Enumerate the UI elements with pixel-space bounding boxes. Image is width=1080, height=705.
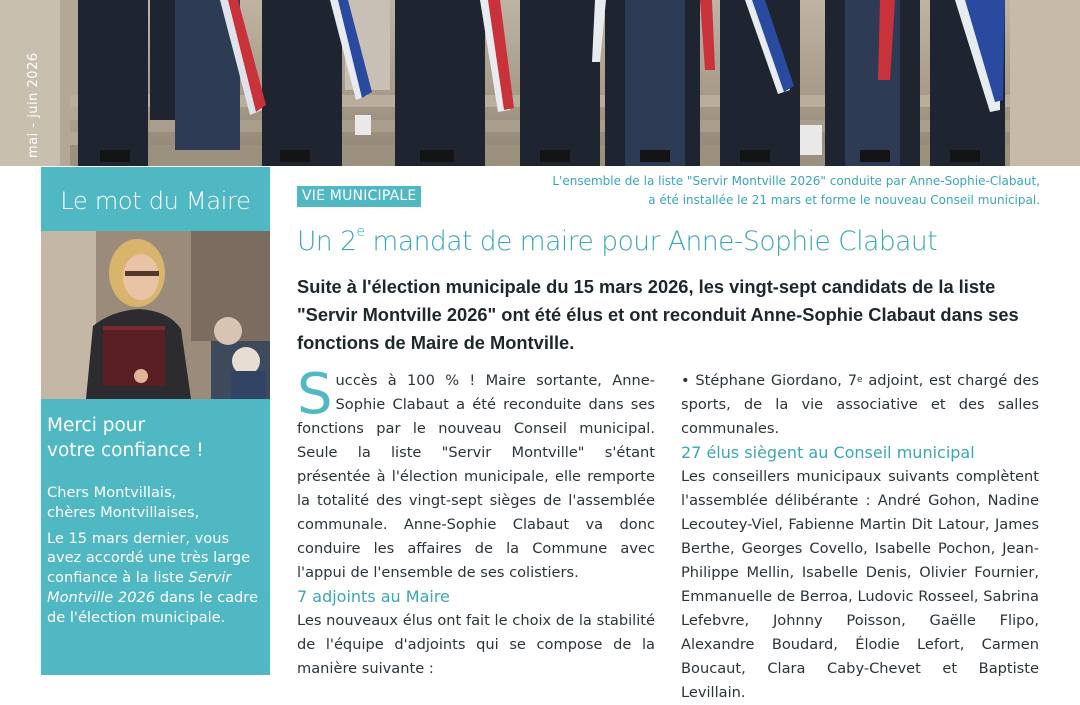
letter-list-name: Servir Montville 2026 [47,569,232,606]
bullet-text: • Stéphane Giordano, 7 [681,372,858,389]
mayor-portrait [41,231,270,399]
thanks-heading [47,413,267,463]
issue-date-text: mai - juin 2026 [26,52,41,158]
letter-paragraph [47,529,267,628]
group-photo [0,0,1080,166]
councillors-paragraph: Les conseillers municipaux suivants complètent l'assemblée délibérante : André Gohon, Nadine Lecoutey-Viel, Fabienne Martin Dit Latour, James Berthe, Georges Covello, Isabelle Pochon, Jean-Philippe Mellin, Isabelle Denis, Olivier Fournier, Emmanuelle de Berroa, Ludovic Rosseel, Sabrina Lefebvre, Johnny Poisson, Gaëlle Flipo, Alexandre Boudard, Élodie Lefort, Carmen Boucaut, Clara Caby-Chevet et Baptiste Levillain. [681,468,1039,701]
intro-text: uccès à 100 % ! Maire sortante, Anne-Sophie Clabaut a été reconduite dans ses fonctions par le nouveau Conseil municipal. Seule la liste "Servir Montville" s'étant présentée à l'élection municipale, elle remporte la totalité des vingt-sept sièges de l'assemblée communale. Anne-Sophie Clabaut va donc conduire les affaires de la Commune avec l'appui de l'ensemble de ses colistiers. [297,372,655,581]
subhead-adjoints: 7 adjoints au Maire [297,587,450,606]
drop-cap: S [297,362,333,427]
article-headline [297,226,1057,257]
thanks-line-2: votre confiance ! [47,440,204,461]
article-column-2 [681,369,1039,705]
thanks-line-1: Merci pour [47,415,146,436]
sidebar-title: Le mot du Maire [60,187,251,215]
mayor-word-sidebar [41,167,270,675]
issue-date [26,38,46,158]
headline-text-end: mandat de maire pour Anne-Sophie Clabaut [364,226,938,257]
article-lead: Suite à l'élection municipale du 15 mars 2026, les vingt-sept candidats de la liste "Servir Montville 2026" ont été élus et ont reconduit Anne-Sophie Clabaut dans ses fonctions de Maire de Montville. [297,276,1019,353]
subhead-conseil: 27 élus siègent au Conseil municipal [681,443,975,462]
greeting-line-2: chères Montvillaises, [47,503,200,521]
caption-line-1: L'ensemble de la liste "Servir Montville 2026" conduite par Anne-Sophie-Clabaut, [552,174,1040,188]
bullet-ordinal: e [857,375,863,385]
bullet-text-end: adjoint, est chargé des sports, de la vie associative et des salles communales. [681,372,1039,437]
letter-greeting [47,483,267,523]
photo-caption [480,172,1040,210]
letter-text: Le 15 mars dernier, vous avez accordé une très large confiance à la liste [47,529,251,587]
intro-paragraph [297,362,655,585]
section-rubric: VIE MUNICIPALE [297,186,421,207]
letter-text-end: dans le cadre de l'élection municipale. [47,588,258,626]
headline-ordinal: e [356,224,365,240]
headline-text: Un 2 [297,226,357,257]
adjoint-bullet [681,369,1039,441]
mayor-letter [47,483,267,634]
caption-line-2: a été installée le 21 mars et forme le nouveau Conseil municipal. [648,193,1040,207]
group-photo-illustration [0,0,1080,166]
greeting-line-1: Chers Montvillais, [47,484,177,501]
adjoints-paragraph: Les nouveaux élus ont fait le choix de la stabilité de l'équipe d'adjoints qui se compose de la manière suivante : [297,612,655,677]
mayor-portrait-illustration [41,231,270,399]
article-column-1 [297,362,655,681]
